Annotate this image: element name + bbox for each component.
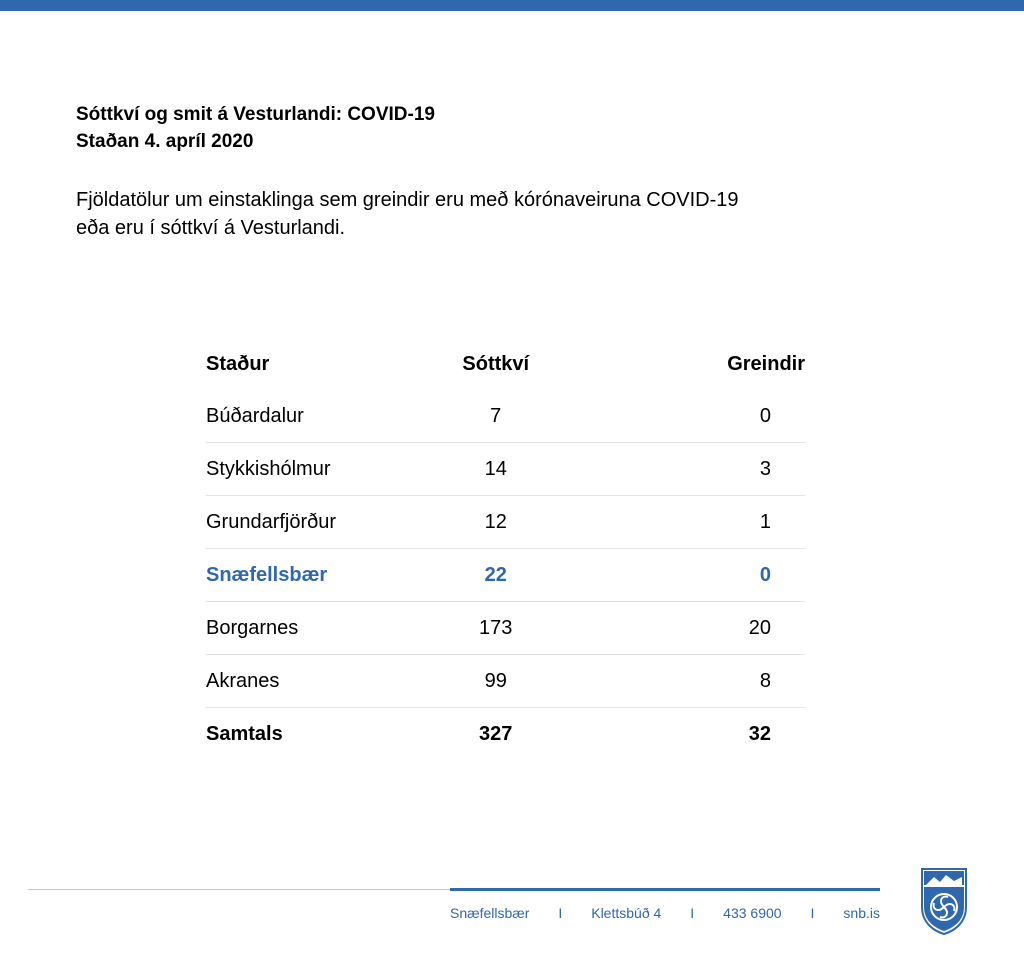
table-row [206,443,805,496]
cell-quarantine: 12 [445,496,547,549]
table-total-row [206,708,805,761]
column-header-diagnosed: Greindir [727,352,805,375]
footer-separator: I [558,905,563,921]
total-diagnosed: 32 [748,722,771,745]
statistics-table [206,338,805,760]
cell-quarantine: 7 [445,390,547,443]
snaefellsbaer-crest-icon [920,867,968,935]
column-header-place: Staður [206,352,270,375]
footer-municipality: Snæfellsbær [450,905,530,921]
cell-diagnosed: 20 [547,602,805,655]
cell-place: Búðardalur [206,390,445,443]
cell-diagnosed: 1 [547,496,805,549]
cell-quarantine: 99 [445,655,547,708]
table-row [206,496,805,549]
title-line-1: Sóttkví og smit á Vesturlandi: COVID-19 [76,104,435,125]
title-line-2: Staðan 4. apríl 2020 [76,131,254,152]
cell-diagnosed: 0 [547,549,805,602]
footer-phone: 433 6900 [723,905,782,921]
footer-separator: I [810,905,815,921]
cell-diagnosed: 0 [547,390,805,443]
description-line-1: Fjöldatölur um einstaklinga sem greindir eru með kórónaveiruna COVID-19 [76,189,739,211]
description-line-2: eða eru í sóttkví á Vesturlandi. [76,217,346,239]
table-row [206,602,805,655]
table-row [206,655,805,708]
cell-quarantine: 173 [445,602,547,655]
cell-diagnosed: 3 [547,443,805,496]
cell-place: Grundarfjörður [206,496,445,549]
table-header-row [206,338,805,390]
footer-separator: I [690,905,695,921]
cell-place: Borgarnes [206,602,445,655]
cell-diagnosed: 8 [547,655,805,708]
footer-accent-line [450,888,880,891]
total-label: Samtals [206,722,283,745]
page-title [76,101,435,155]
footer-contact [450,905,880,921]
cell-place: Akranes [206,655,445,708]
top-accent-bar [0,0,1024,11]
footer-website[interactable]: snb.is [843,905,880,921]
table-row-highlighted [206,549,805,602]
cell-quarantine: 22 [445,549,547,602]
table-row [206,390,805,443]
description [76,186,916,242]
footer-address: Klettsbúð 4 [591,905,662,921]
cell-place: Snæfellsbær [206,549,445,602]
cell-place: Stykkishólmur [206,443,445,496]
column-header-quarantine: Sóttkví [462,352,530,375]
total-quarantine: 327 [479,722,513,745]
cell-quarantine: 14 [445,443,547,496]
